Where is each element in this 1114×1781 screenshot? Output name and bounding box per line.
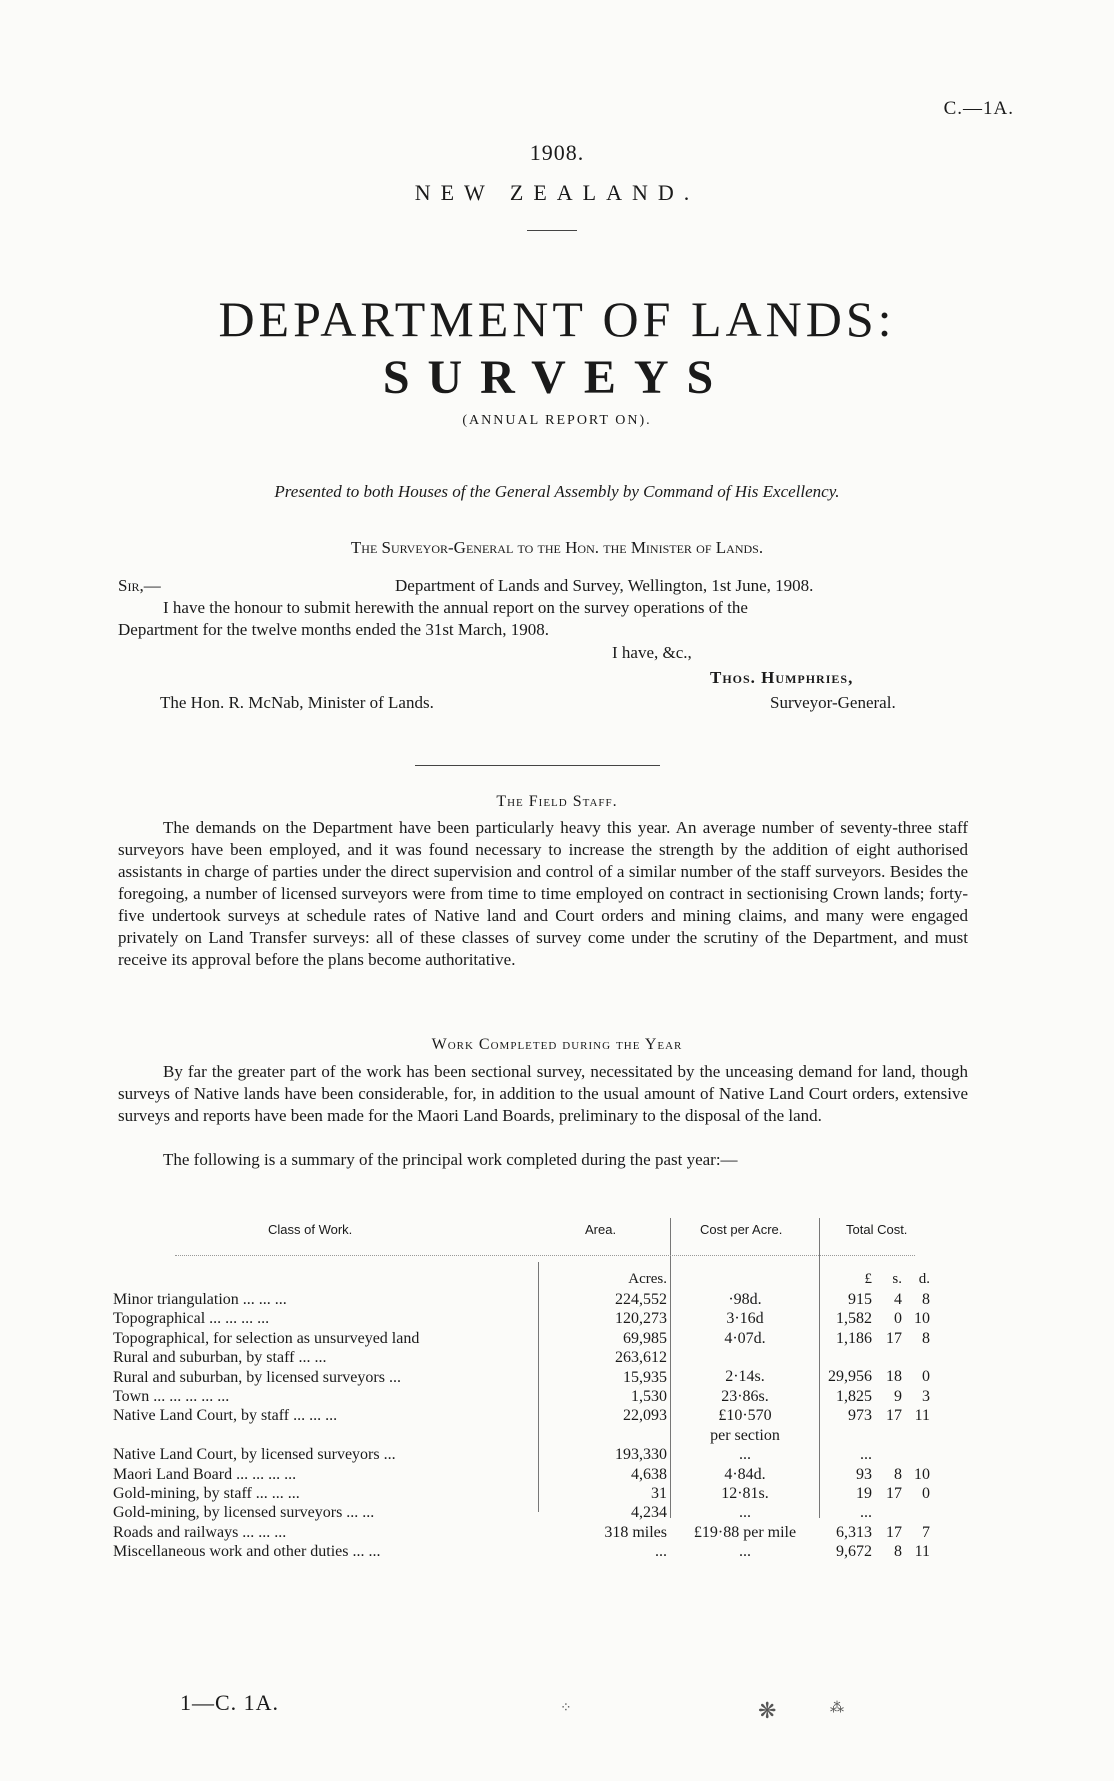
units-row [0, 1270, 1114, 1289]
letter-addressee: The Hon. R. McNab, Minister of Lands. [160, 693, 434, 712]
total-pounds-cell: 915 [848, 1291, 872, 1308]
total-pounds: 29,956 [828, 1368, 872, 1385]
area-cell: 15,935 [623, 1369, 667, 1386]
document-title: DEPARTMENT OF LANDS: [218, 291, 896, 347]
work-completed-paragraph: By far the greater part of the work has been sectional survey, necessitated by the unceasing demand for land, though surveys of Native lands have been considerable, for, in addition to the usual amount of Native Land Court orders, extensive surveys and reports have been made for the Maori Land Boards, preliminary to the disposal of the land. [118, 1062, 968, 1125]
area-cell: 318 miles [604, 1524, 667, 1541]
class-of-work-cell: Roads and railways ... ... ... [113, 1524, 287, 1541]
rural-combined-cost [0, 1367, 1114, 1386]
cost-per-acre-cell: per section [710, 1427, 780, 1444]
total-shillings-cell: 17 [886, 1330, 902, 1347]
total-pence-cell: 8 [922, 1330, 930, 1347]
total-pounds-cell: 1,186 [836, 1330, 872, 1347]
summary-intro: The following is a summary of the principal work completed during the past year:— [163, 1150, 738, 1169]
total-shillings: 18 [886, 1368, 902, 1385]
table-row [0, 1426, 1114, 1445]
area-cell: 1,530 [631, 1388, 667, 1405]
cost-per-acre-cell: ... [739, 1543, 751, 1560]
work-completed-heading: Work Completed during the Year [431, 1036, 683, 1053]
class-of-work-cell: Rural and suburban, by licensed surveyors ... [113, 1369, 401, 1386]
total-shillings-cell: 17 [886, 1407, 902, 1424]
table-row [0, 1445, 1114, 1464]
table-row [0, 1542, 1114, 1561]
pence-unit: d. [918, 1271, 930, 1287]
total-pounds-cell: 19 [856, 1485, 872, 1502]
class-of-work-cell: Native Land Court, by staff ... ... ... [113, 1407, 338, 1424]
table-row [0, 1484, 1114, 1503]
total-shillings-cell: 8 [894, 1466, 902, 1483]
class-of-work-cell: Minor triangulation ... ... ... [113, 1291, 287, 1308]
cost-per-acre-cell: 4·07d. [724, 1330, 766, 1347]
total-shillings-cell: 4 [894, 1291, 902, 1308]
cost-per-acre-cell: ... [739, 1504, 751, 1521]
total-shillings-cell: 0 [894, 1310, 902, 1327]
total-pounds-cell: 973 [848, 1407, 872, 1424]
class-of-work-cell: Native Land Court, by licensed surveyors ... [113, 1446, 396, 1463]
class-of-work-cell: Maori Land Board ... ... ... ... [113, 1466, 297, 1483]
letter-closing: I have, &c., [612, 643, 692, 662]
total-pounds-cell: 1,825 [836, 1388, 872, 1405]
header-rule [527, 230, 577, 231]
letter-address: Department of Lands and Survey, Wellington, 1st June, 1908. [395, 576, 814, 595]
header-total-cost: Total Cost. [846, 1222, 908, 1237]
cost-per-acre-cell: ·98d. [728, 1291, 762, 1308]
header-rule [175, 1255, 915, 1256]
country-name: NEW ZEALAND. [414, 180, 700, 205]
class-of-work-cell: Miscellaneous work and other duties ... ... [113, 1543, 381, 1560]
total-shillings-cell: 17 [886, 1485, 902, 1502]
letter-salutation: The Surveyor-General to the Hon. the Minister of Lands. [350, 538, 764, 557]
cost-per-acre-cell: £10·570 [718, 1407, 772, 1424]
presentation-note: Presented to both Houses of the General Assembly by Command of His Excellency. [274, 482, 840, 501]
cost-per-acre: 2·14s. [725, 1368, 765, 1385]
area-cell: 4,234 [631, 1504, 667, 1521]
total-pounds-cell: 93 [856, 1466, 872, 1483]
cost-per-acre-cell: 23·86s. [721, 1388, 769, 1405]
table-row [0, 1348, 1114, 1367]
document-reference: C.—1A. [943, 98, 1014, 119]
area-cell: 4,638 [631, 1466, 667, 1483]
area-cell: ... [655, 1543, 667, 1560]
total-pence-cell: 11 [914, 1407, 930, 1424]
header-cost-per-acre: Cost per Acre. [700, 1222, 783, 1237]
field-staff-paragraph: The demands on the Department have been particularly heavy this year. An average number of seventy-three staff surveyors have been employed, and it was found necessary to increase the strength by the addition of eight authorised assistants in charge of parties under the direct supervision and control of a similar number of the staff surveyors. Besides the foregoing, a number of licensed surveyors were from time to time employed on contract in sectionising Crown lands; forty-five undertook surveys at schedule rates of Native land and Court orders and mining claims, and many were engaged privately on Land Transfer surveys: all of these classes of survey come under the scrutiny of the Department, and must receive its approval before the plans become authoritative. [118, 818, 968, 969]
class-of-work-cell: Topographical ... ... ... ... [113, 1310, 270, 1327]
table-row [0, 1406, 1114, 1425]
total-pence: 0 [922, 1368, 930, 1385]
letter-body-line1: I have the honour to submit herewith the annual report on the survey operations of the [163, 598, 748, 617]
total-pence-cell: 10 [914, 1466, 930, 1483]
area-cell: 263,612 [615, 1349, 667, 1366]
table-row [0, 1465, 1114, 1484]
ink-speck: ⁘ [560, 1701, 572, 1716]
document-year: 1908. [529, 140, 585, 165]
pounds-unit: £ [864, 1271, 872, 1287]
ink-speck: ❋ [758, 1698, 777, 1723]
table-row [0, 1290, 1114, 1309]
total-pence-cell: 10 [914, 1310, 930, 1327]
class-of-work-cell: Town ... ... ... ... ... [113, 1388, 230, 1405]
total-pounds-cell: ... [860, 1504, 872, 1521]
table-row [0, 1309, 1114, 1328]
class-of-work-cell: Topographical, for selection as unsurveyed land [113, 1330, 420, 1347]
header-area: Area. [585, 1222, 617, 1237]
class-of-work-cell: Rural and suburban, by staff ... ... [113, 1349, 327, 1366]
total-pence-cell: 0 [922, 1485, 930, 1502]
cost-per-acre-cell: ... [739, 1446, 751, 1463]
total-pounds-cell: 6,313 [836, 1524, 872, 1541]
cost-per-acre-cell: 3·16d [726, 1310, 764, 1327]
section-divider [415, 765, 660, 766]
class-of-work-cell: Gold-mining, by licensed surveyors ... ... [113, 1504, 375, 1521]
cost-per-acre-cell: £19·88 per mile [693, 1524, 797, 1541]
total-pence-cell: 8 [922, 1291, 930, 1308]
total-shillings-cell: 17 [886, 1524, 902, 1541]
table-row [0, 1503, 1114, 1522]
header-class-of-work: Class of Work. [268, 1222, 353, 1237]
table-row [0, 1329, 1114, 1348]
total-pence-cell: 11 [914, 1543, 930, 1560]
footer-mark: 1—C. 1A. [180, 1690, 280, 1715]
letter-sir: Sir,— [118, 576, 161, 595]
shillings-unit: s. [892, 1271, 902, 1287]
table-row [0, 1387, 1114, 1406]
total-pounds-cell: 9,672 [836, 1543, 872, 1560]
total-pounds-cell: 1,582 [836, 1310, 872, 1327]
total-pence-cell: 7 [922, 1524, 930, 1541]
area-cell: 224,552 [615, 1291, 667, 1308]
table-row [0, 1523, 1114, 1542]
area-cell: 22,093 [623, 1407, 667, 1424]
total-shillings-cell: 8 [894, 1543, 902, 1560]
field-staff-heading: The Field Staff. [496, 793, 618, 810]
total-pence-cell: 3 [922, 1388, 930, 1405]
class-of-work-cell: Gold-mining, by staff ... ... ... [113, 1485, 300, 1502]
report-type: (ANNUAL REPORT ON). [462, 413, 652, 428]
total-pounds-cell: ... [860, 1446, 872, 1463]
area-cell: 69,985 [623, 1330, 667, 1347]
letter-signature-title: Surveyor-General. [770, 693, 896, 712]
area-cell: 120,273 [615, 1310, 667, 1327]
area-unit: Acres. [628, 1271, 667, 1287]
letter-body-line2: Department for the twelve months ended the 31st March, 1908. [118, 620, 550, 639]
total-shillings-cell: 9 [894, 1388, 902, 1405]
ink-speck: ⁂ [830, 1701, 844, 1716]
area-cell: 31 [651, 1485, 667, 1502]
area-cell: 193,330 [615, 1446, 667, 1463]
document-subtitle: SURVEYS [382, 351, 732, 404]
letter-signature: Thos. Humphries, [710, 668, 854, 687]
cost-per-acre-cell: 12·81s. [721, 1485, 769, 1502]
cost-per-acre-cell: 4·84d. [724, 1466, 766, 1483]
